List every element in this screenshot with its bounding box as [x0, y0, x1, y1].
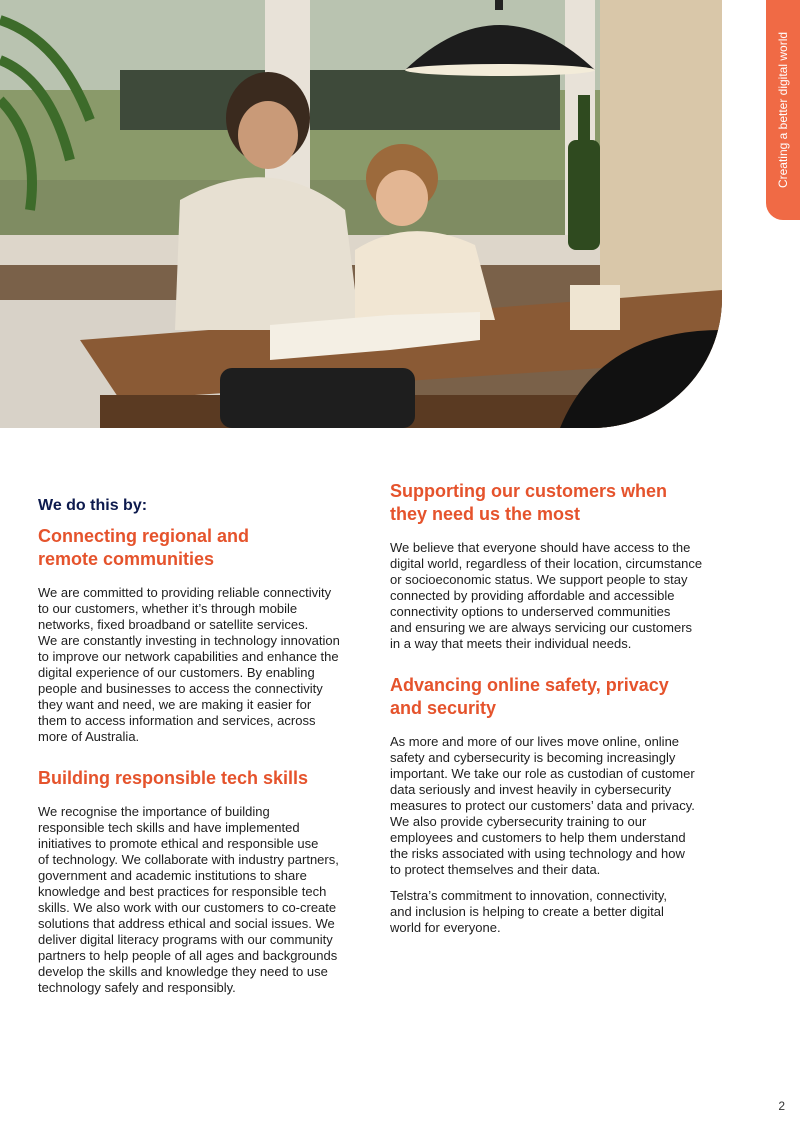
section-online-safety — [390, 674, 730, 936]
section-supporting-customers — [390, 480, 730, 652]
section-heading: Supporting our customers when they need us the most — [390, 481, 668, 524]
section-connecting-communities — [38, 525, 363, 745]
section-paragraph: As more and more of our lives move online, online safety and cybersecurity is becoming increasingly important. We take our role as custodian of customer data seriously and invest heavily in cybersecurity measures to protect our customers’ data and privacy. We also provide cybersecurity training to our employees and customers to help them understand the risks associated with using technology and how to protect themselves and their data. — [390, 734, 695, 877]
side-tab-label: Creating a better digital world — [776, 31, 790, 189]
section-tech-skills — [38, 767, 363, 996]
side-tab — [766, 0, 800, 220]
right-column — [390, 480, 730, 958]
left-column — [38, 480, 363, 1018]
section-paragraph: We are committed to providing reliable connectivity to our customers, whether it’s through mobile networks, fixed broadband or satellite services. We are constantly investing in technology innovation to improve our network capabilities and enhance the digital experience of our customers. By enabling people and businesses to access the connectivity they want and need, we are making it easier for them to access information and services, across more of Australia. — [38, 585, 340, 744]
intro-heading: We do this by: — [38, 497, 148, 514]
hero-photo — [0, 0, 722, 428]
page-number: 2 — [778, 1099, 785, 1113]
section-paragraph: We recognise the importance of building responsible tech skills and have implemented initiatives to promote ethical and responsible use of technology. We collaborate with industry partners, government and academic institutions to share knowledge and best practices for responsible tech skills. We also work with our customers to co-create solutions that address ethical and social issues. We deliver digital literacy programs with our community partners to help people of all ages and backgrounds develop the skills and knowledge they need to use technology safely and responsibly. — [38, 804, 339, 995]
section-heading: Building responsible tech skills — [38, 768, 309, 788]
section-paragraph: Telstra’s commitment to innovation, connectivity, and inclusion is helping to create a better digital world for everyone. — [390, 888, 667, 935]
section-heading: Advancing online safety, privacy and security — [390, 675, 669, 718]
section-paragraph: We believe that everyone should have access to the digital world, regardless of their location, circumstance or socioeconomic status. We support people to stay connected by providing affordable and accessible connectivity options to underserved communities and ensuring we are always servicing our customers in a way that meets their individual needs. — [390, 540, 703, 651]
section-heading: Connecting regional and remote communities — [38, 526, 250, 569]
